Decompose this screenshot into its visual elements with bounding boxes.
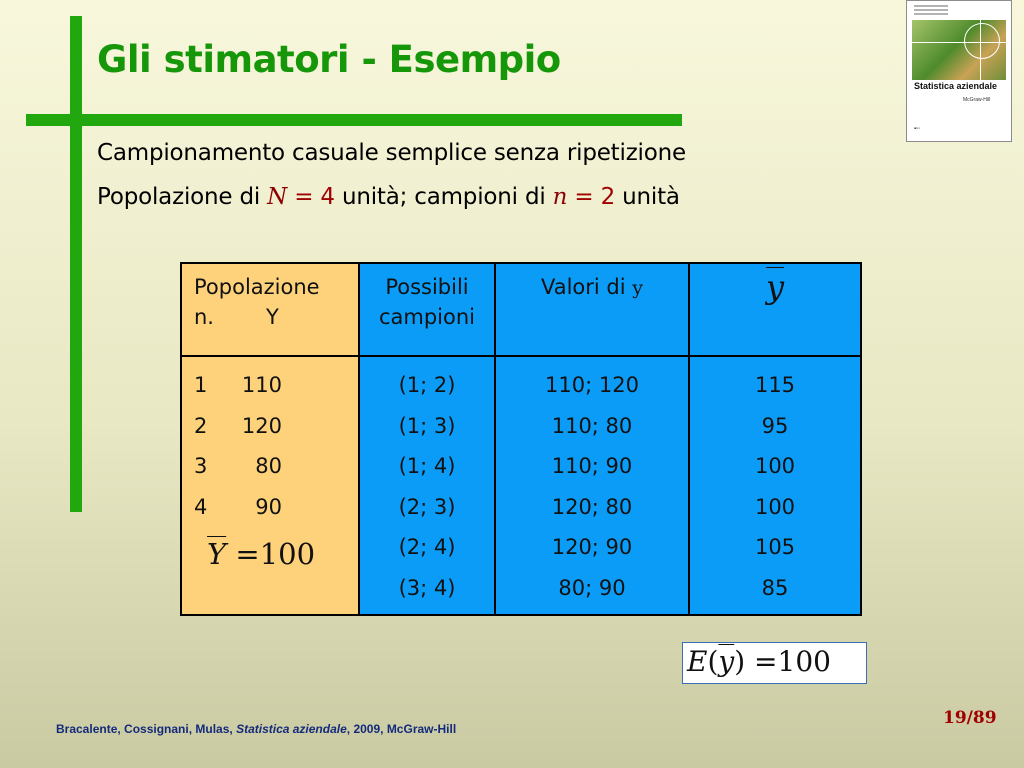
cover-title: Statistica aziendale [914,81,998,91]
N-value: 4 [320,184,335,210]
header-popolazione [181,263,359,356]
header-n-y-labels [194,302,358,332]
population-row [194,446,357,487]
open-paren: ( [707,645,719,678]
sample-mean-item: 100 [754,494,796,519]
footer-book-title: Statistica aziendale [236,722,347,736]
population-unit-number: 4 [194,494,208,519]
sample-mean-item: 85 [761,575,789,600]
table-body-row [181,356,861,615]
population-row [194,365,357,406]
E-symbol: E [687,645,708,678]
population-unit-value: 120 [241,413,282,438]
cover-image [912,20,1006,80]
header-possibili-campioni [359,263,495,356]
cover-author-lines [914,5,948,17]
sample-item: (1; 4) [398,454,456,478]
population-unit-value: 110 [241,373,282,397]
samples-cell [359,356,495,615]
ybar-symbol: $\overline{y}$ [718,645,735,678]
header-popolazione-label: Popolazione [194,275,320,299]
population-mean-formula [207,534,315,575]
ybar-symbol: $\overline{y}$ [765,268,785,306]
table-header-row [181,263,861,356]
header-valori [495,263,689,356]
means-cell [689,356,861,615]
sample-values-item: 110; 120 [545,373,639,397]
footer-citation [56,722,456,736]
population-unit-value: 90 [255,494,282,519]
values-list [497,365,687,608]
header-ybar [689,263,861,356]
book-cover-thumbnail [906,0,1012,142]
population-unit-number: 3 [194,454,208,478]
sample-values-item: 80; 90 [558,575,626,600]
Ybar-symbol: $\overline{Y}$ [207,536,227,571]
sample-values-item: 110; 90 [551,454,633,478]
sample-item: (1; 3) [398,413,456,438]
green-vertical-bar [70,16,82,512]
values-cell [495,356,689,615]
population-mean-value: 100 [259,536,316,571]
sample-mean-item: 100 [754,454,796,478]
cover-logo-icon: ▪▫◦ [914,126,921,132]
equals-sign: = [287,184,321,210]
footer-rest: , 2009, McGraw-Hill [346,722,457,736]
means-list [691,365,859,608]
sample-values-item: 120; 80 [551,494,633,519]
header-possibili-line2: campioni [378,305,476,329]
equals-sign: = [567,184,601,210]
header-n-label: n. [194,305,214,329]
sample-values-item: 120; 90 [551,535,633,559]
samples-list [361,365,493,608]
N-symbol: N [267,184,288,210]
cover-publisher: McGraw-Hill [963,97,991,103]
sample-item: (3; 4) [398,575,456,600]
expected-value: 100 [777,645,831,678]
green-horizontal-bar [26,114,682,126]
estimators-table [180,262,862,616]
subtitle-sampling-method: Campionamento casuale semplice senza ripetizione [97,140,686,166]
text-segment: unità; campioni di [334,184,553,210]
header-possibili-line1: Possibili [385,275,469,299]
sample-item: (1; 2) [398,373,456,397]
close-paren: ) [734,645,746,678]
header-valori-symbol: y [632,277,643,299]
n-symbol: n [552,184,568,210]
sample-mean-item: 115 [754,373,796,397]
equals-sign: = [745,645,778,678]
expected-value-formula [682,642,867,684]
population-row [194,487,357,528]
text-segment: unità [615,184,680,210]
sample-values-item: 110; 80 [551,413,633,438]
sample-item: (2; 4) [398,535,456,559]
page-number: 19/89 [943,708,997,728]
sample-item: (2; 3) [398,494,456,519]
sample-mean-item: 95 [761,413,789,438]
text-segment: Popolazione di [97,184,268,210]
header-valori-label: Valori di [540,275,633,299]
n-value: 2 [600,184,616,210]
equals-sign: = [226,536,260,571]
population-unit-value: 80 [255,454,282,478]
footer-authors: Bracalente, Cossignani, Mulas, [56,722,237,736]
population-row [194,406,357,447]
population-unit-number: 2 [194,413,208,438]
population-list [194,365,357,527]
slide-title: Gli stimatori - Esempio [97,38,561,81]
header-y-label: Y [266,305,279,329]
population-cell [181,356,359,615]
sample-mean-item: 105 [754,535,796,559]
subtitle-population-size [97,184,680,210]
population-unit-number: 1 [194,373,208,397]
